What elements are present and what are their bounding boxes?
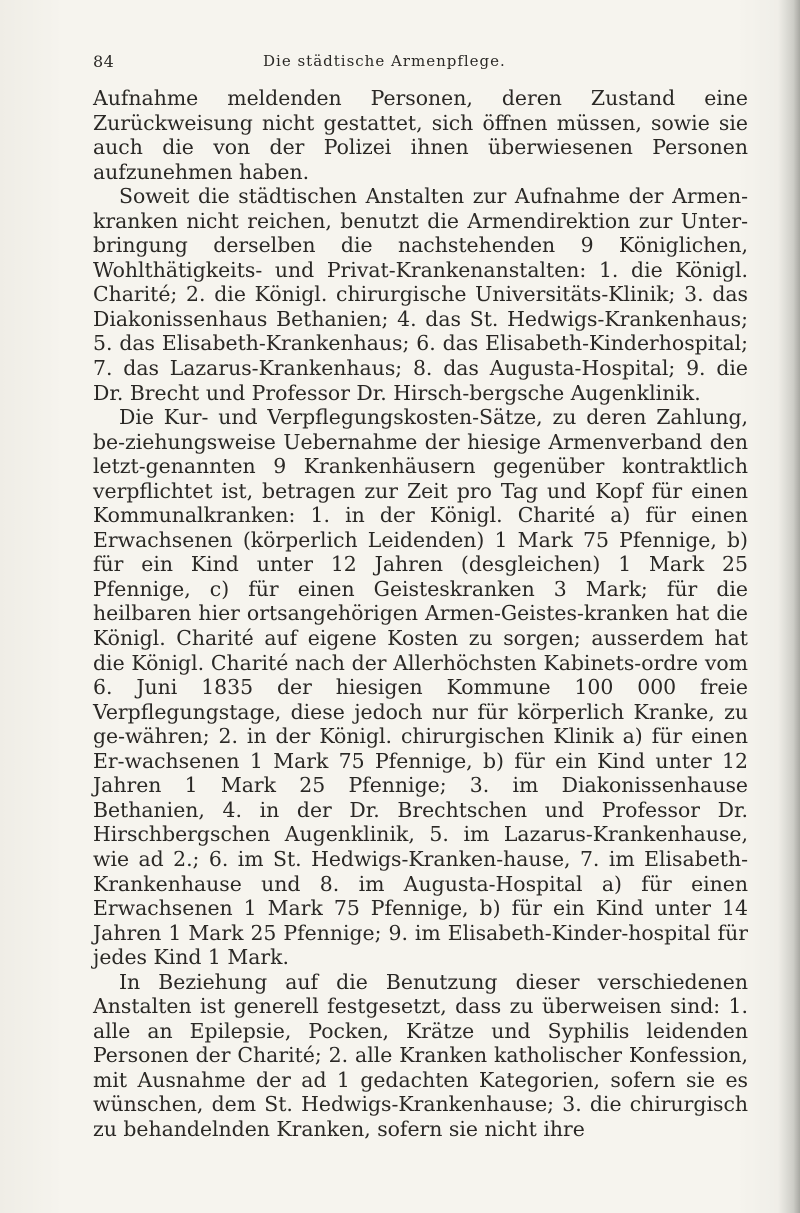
- page-number: 84: [93, 52, 115, 71]
- body-text: [93, 86, 748, 1142]
- page-edge-shadow: [778, 0, 800, 1213]
- paragraph-hospitals: Soweit die städtischen Anstalten zur Aufnahme der Armen-kranken nicht reichen, benutzt die Armendirektion zur Unter-bringung derselben die nachstehenden 9 Königlichen, Wohlthätigkeits- und Privat-Krankenanstalten: 1. die Königl. Charité; 2. die Königl. chirurgische Universitäts-Klinik; 3. das Diakonissenhaus Bethanien; 4. das St. Hedwigs-Krankenhaus; 5. das Elisabeth-Krankenhaus; 6. das Elisabeth-Kinderhospital; 7. das Lazarus-Krankenhaus; 8. das Augusta-Hospital; 9. die Dr. Brecht und Professor Dr. Hirsch-bergsche Augenklinik.: [93, 184, 748, 405]
- running-head: Die städtische Armenpflege.: [263, 52, 506, 70]
- page-header: [93, 52, 748, 76]
- paragraph-continuation: Aufnahme meldenden Personen, deren Zustand eine Zurückweisung nicht gestattet, sich öffnen müssen, sowie sie auch die von der Polizei ihnen überwiesenen Personen aufzunehmen haben.: [93, 86, 748, 184]
- paragraph-assignment-rules: In Beziehung auf die Benutzung dieser verschiedenen Anstalten ist generell festgesetzt, dass zu überweisen sind: 1. alle an Epilepsie, Pocken, Krätze und Syphilis leidenden Personen der Charité; 2. alle Kranken katholischer Konfession, mit Ausnahme der ad 1 gedachten Kategorien, sofern sie es wünschen, dem St. Hedwigs-Krankenhause; 3. die chirurgisch zu behandelnden Kranken, sofern sie nicht ihre: [93, 969, 748, 1141]
- paragraph-cost-rates: Die Kur- und Verpflegungskosten-Sätze, zu deren Zahlung, be-ziehungsweise Uebernahme der hiesige Armenverband den letzt-genannten 9 Krankenhäusern gegenüber kontraktlich verpflichtet ist, betragen zur Zeit pro Tag und Kopf für einen Kommunalkranken: 1. in der Königl. Charité a) für einen Erwachsenen (körperlich Leidenden) 1 Mark 75 Pfennige, b) für ein Kind unter 12 Jahren (desgleichen) 1 Mark 25 Pfennige, c) für einen Geisteskranken 3 Mark; für die heilbaren hier ortsangehörigen Armen-Geistes-kranken hat die Königl. Charité auf eigene Kosten zu sorgen; ausserdem hat die Königl. Charité nach der Allerhöchsten Kabinets-ordre vom 6. Juni 1835 der hiesigen Kommune 100 000 freie Verpflegungstage, diese jedoch nur für körperlich Kranke, zu ge-währen; 2. in der Königl. chirurgischen Klinik a) für einen Er-wachsenen 1 Mark 75 Pfennige, b) für ein Kind unter 12 Jahren 1 Mark 25 Pfennige; 3. im Diakonissenhause Bethanien, 4. in der Dr. Brechtschen und Professor Dr. Hirschbergschen Augenklinik, 5. im Lazarus-Krankenhause, wie ad 2.; 6. im St. Hedwigs-Kranken-hause, 7. im Elisabeth-Krankenhause und 8. im Augusta-Hospital a) für einen Erwachsenen 1 Mark 75 Pfennige, b) für ein Kind unter 14 Jahren 1 Mark 25 Pfennige; 9. im Elisabeth-Kinder-hospital für jedes Kind 1 Mark.: [93, 405, 748, 970]
